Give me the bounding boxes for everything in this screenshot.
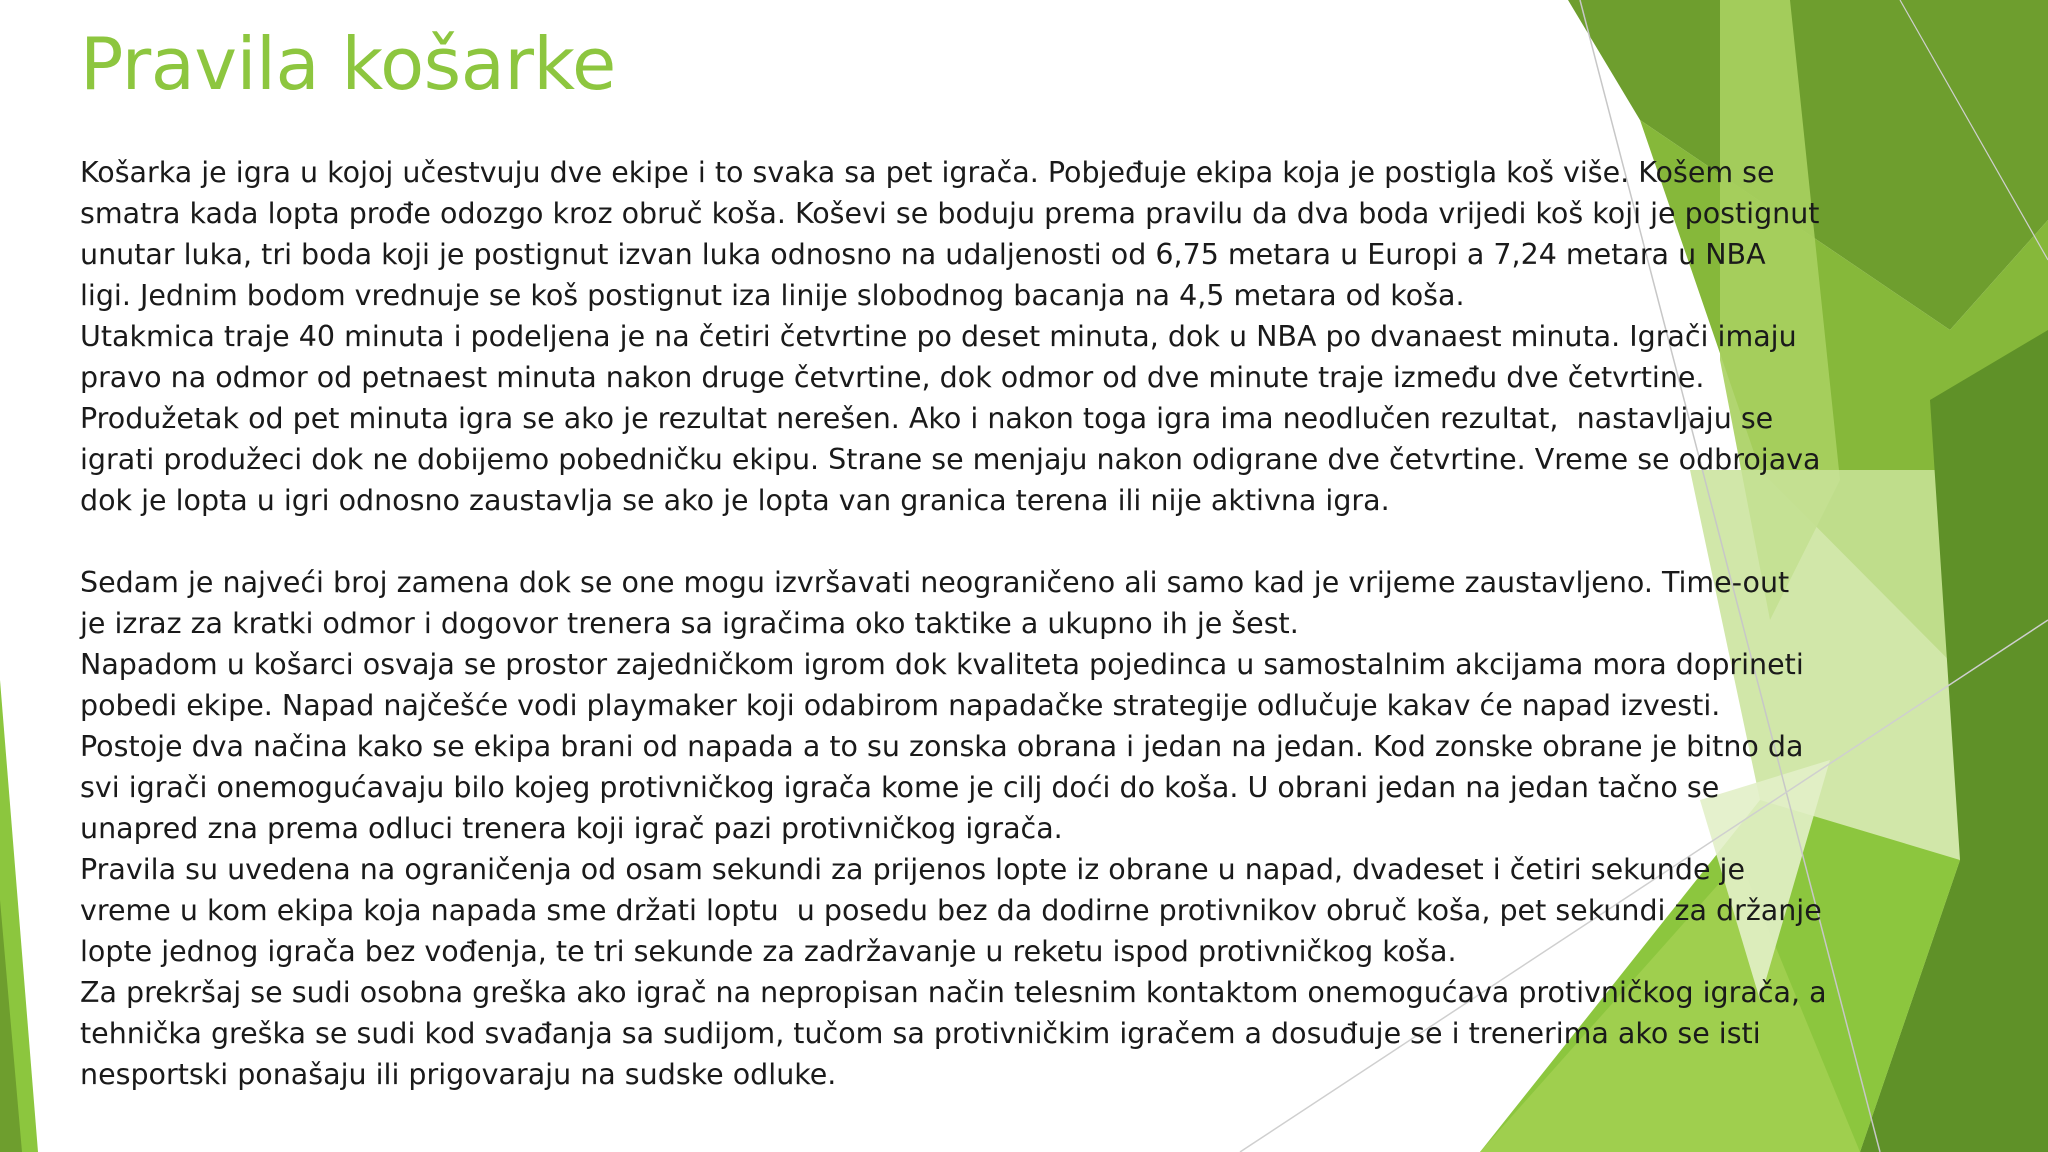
text-line: unapred zna prema odluci trenera koji igrač pazi protivničkog igrača. <box>80 812 1063 845</box>
text-line: Postoje dva načina kako se ekipa brani od napada a to su zonska obrana i jedan na jedan. Kod zonske obrane je bitno da <box>80 730 1804 763</box>
text-line: Košarka je igra u kojoj učestvuju dve ekipe i to svaka sa pet igrača. Pobjeđuje ekipa koja je postigla koš više. Košem se <box>80 156 1775 189</box>
text-line: svi igrači onemogućavaju bilo kojeg protivničkog igrača kome je cilj doći do koša. U obrani jedan na jedan tačno se <box>80 771 1720 804</box>
body-text <box>80 152 1980 1095</box>
page-title: Pravila košarke <box>80 22 616 106</box>
text-line: Produžetak od pet minuta igra se ako je rezultat nerešen. Ako i nakon toga igra ima neodlučen rezultat, nastavljaju se <box>80 402 1774 435</box>
text-line: je izraz za kratki odmor i dogovor trenera sa igračima oko taktike a ukupno ih je šest. <box>80 607 1299 640</box>
text-line: unutar luka, tri boda koji je postignut izvan luka odnosno na udaljenosti od 6,75 metara u Europi a 7,24 metara u NBA <box>80 238 1766 271</box>
text-line: Pravila su uvedena na ograničenja od osam sekundi za prijenos lopte iz obrane u napad, dvadeset i četiri sekunde je <box>80 853 1745 886</box>
text-line: vreme u kom ekipa koja napada sme držati loptu u posedu bez da dodirne protivnikov obruč koša, pet sekundi za držanje <box>80 894 1822 927</box>
text-line: nesportski ponašaju ili prigovaraju na sudske odluke. <box>80 1058 837 1091</box>
text-line: dok je lopta u igri odnosno zaustavlja se ako je lopta van granica terena ili nije aktivna igra. <box>80 484 1390 517</box>
text-line: igrati produžeci dok ne dobijemo pobedničku ekipu. Strane se menjaju nakon odigrane dve četvrtine. Vreme se odbrojava <box>80 443 1821 476</box>
text-line: Za prekršaj se sudi osobna greška ako igrač na nepropisan način telesnim kontaktom onemogućava protivničkog igrača, a <box>80 976 1827 1009</box>
text-line: Utakmica traje 40 minuta i podeljena je na četiri četvrtine po deset minuta, dok u NBA po dvanaest minuta. Igrači imaju <box>80 320 1797 353</box>
text-line: Napadom u košarci osvaja se prostor zajedničkom igrom dok kvaliteta pojedinca u samostalnim akcijama mora doprineti <box>80 648 1804 681</box>
blank-line <box>80 521 1980 562</box>
text-line: ligi. Jednim bodom vrednuje se koš postignut iza linije slobodnog bacanja na 4,5 metara od koša. <box>80 279 1465 312</box>
text-line: lopte jednog igrača bez vođenja, te tri sekunde za zadržavanje u reketu ispod protivničkog koša. <box>80 935 1457 968</box>
text-line: pobedi ekipe. Napad najčešće vodi playmaker koji odabirom napadačke strategije odlučuje kakav će napad izvesti. <box>80 689 1721 722</box>
text-line: Sedam je najveći broj zamena dok se one mogu izvršavati neograničeno ali samo kad je vrijeme zaustavljeno. Time-out <box>80 566 1790 599</box>
text-line: smatra kada lopta prođe odozgo kroz obruč koša. Koševi se boduju prema pravilu da dva boda vrijedi koš koji je postignut <box>80 197 1820 230</box>
text-line: pravo na odmor od petnaest minuta nakon druge četvrtine, dok odmor od dve minute traje između dve četvrtine. <box>80 361 1705 394</box>
text-line: tehnička greška se sudi kod svađanja sa sudijom, tučom sa protivničkim igračem a dosuđuje se i trenerima ako se isti <box>80 1017 1761 1050</box>
